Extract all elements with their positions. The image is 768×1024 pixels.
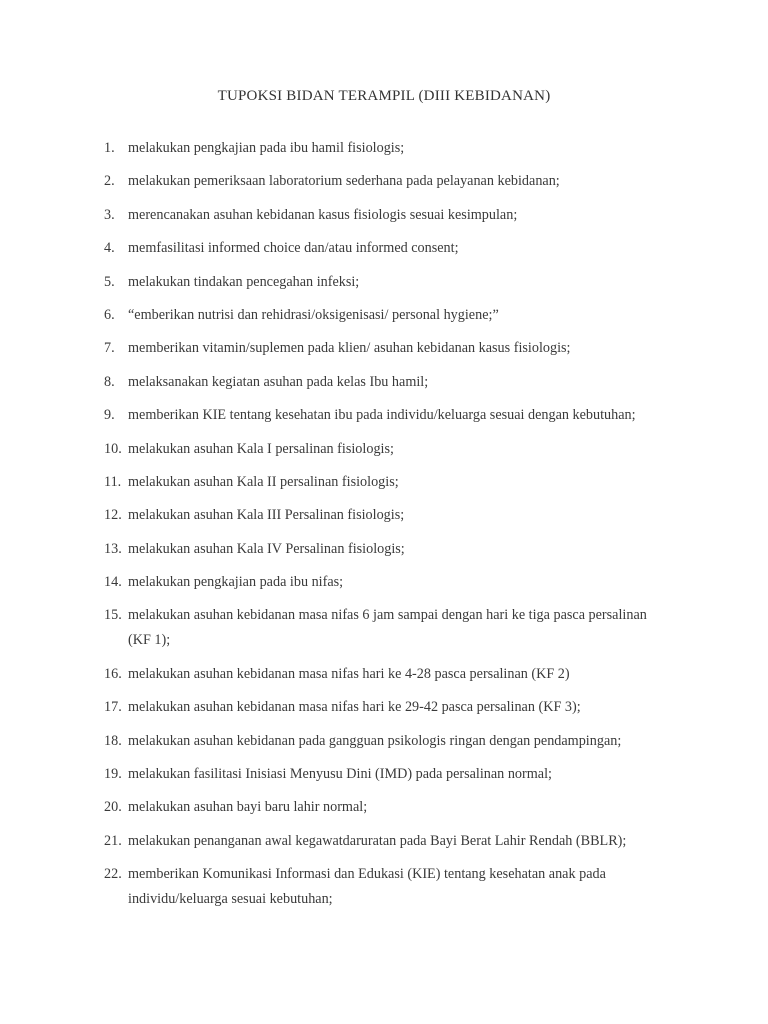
- list-item: [0, 303, 768, 328]
- item-number: 21.: [104, 832, 122, 849]
- item-number: 12.: [104, 507, 122, 524]
- list-item: [0, 762, 768, 787]
- item-number: 8.: [104, 373, 115, 390]
- item-text: melakukan asuhan Kala IV Persalinan fisiologis;: [128, 540, 405, 557]
- list-item: [0, 370, 768, 395]
- list-item: [0, 570, 768, 595]
- item-text: merencanakan asuhan kebidanan kasus fisiologis sesuai kesimpulan;: [128, 206, 518, 223]
- item-text: memfasilitasi informed choice dan/atau informed consent;: [128, 240, 459, 257]
- document-title: TUPOKSI BIDAN TERAMPIL (DIII KEBIDANAN): [217, 88, 551, 104]
- duty-list: [0, 136, 768, 921]
- list-item: [0, 236, 768, 261]
- list-item: [0, 829, 768, 854]
- list-item: [0, 503, 768, 528]
- item-number: 3.: [104, 206, 115, 223]
- item-number: 5.: [104, 273, 115, 290]
- list-item: [0, 270, 768, 295]
- list-item: [0, 862, 768, 912]
- item-number: 10.: [104, 440, 122, 457]
- item-number: 16.: [104, 665, 122, 682]
- list-item: [0, 537, 768, 562]
- item-text: memberikan Komunikasi Informasi dan Edukasi (KIE) tentang kesehatan anak pada individu/keluarga sesuai kebutuhan;: [128, 866, 606, 908]
- item-text: “emberikan nutrisi dan rehidrasi/oksigenisasi/ personal hygiene;”: [128, 306, 499, 323]
- list-item: [0, 136, 768, 161]
- item-number: 9.: [104, 407, 115, 424]
- item-number: 15.: [104, 607, 122, 624]
- item-number: 22.: [104, 866, 122, 883]
- item-text: melaksanakan kegiatan asuhan pada kelas Ibu hamil;: [128, 373, 429, 390]
- list-item: [0, 437, 768, 462]
- item-number: 4.: [104, 240, 115, 257]
- item-text: melakukan asuhan kebidanan masa nifas hari ke 4-28 pasca persalinan (KF 2): [128, 665, 570, 682]
- list-item: [0, 795, 768, 820]
- list-item: [0, 470, 768, 495]
- list-item: [0, 695, 768, 720]
- item-text: melakukan pengkajian pada ibu hamil fisiologis;: [128, 140, 405, 156]
- item-number: 14.: [104, 574, 122, 591]
- item-text: melakukan asuhan kebidanan pada gangguan psikologis ringan dengan pendampingan;: [128, 732, 622, 749]
- item-text: memberikan vitamin/suplemen pada klien/ asuhan kebidanan kasus fisiologis;: [128, 340, 571, 357]
- item-text: melakukan tindakan pencegahan infeksi;: [128, 273, 360, 290]
- item-text: memberikan KIE tentang kesehatan ibu pada individu/keluarga sesuai dengan kebutuhan;: [128, 407, 636, 424]
- item-text: melakukan asuhan Kala III Persalinan fisiologis;: [128, 507, 405, 524]
- item-text: melakukan asuhan Kala II persalinan fisiologis;: [128, 473, 399, 490]
- list-item: [0, 662, 768, 687]
- item-text: melakukan asuhan bayi baru lahir normal;: [128, 799, 368, 816]
- item-number: 6.: [104, 306, 115, 323]
- item-number: 1.: [104, 140, 115, 156]
- item-number: 18.: [104, 732, 122, 749]
- item-number: 20.: [104, 799, 122, 816]
- item-text: melakukan penanganan awal kegawatdaruratan pada Bayi Berat Lahir Rendah (BBLR);: [128, 832, 627, 849]
- item-text: melakukan pengkajian pada ibu nifas;: [128, 574, 344, 591]
- item-number: 11.: [104, 473, 122, 490]
- item-text: melakukan asuhan kebidanan masa nifas 6 jam sampai dengan hari ke tiga pasca persalinan (KF 1);: [128, 607, 647, 649]
- list-item: [0, 203, 768, 228]
- item-text: melakukan asuhan Kala I persalinan fisiologis;: [128, 440, 394, 457]
- item-text: melakukan asuhan kebidanan masa nifas hari ke 29-42 pasca persalinan (KF 3);: [128, 699, 581, 716]
- list-item: [0, 336, 768, 361]
- item-number: 2.: [104, 173, 115, 190]
- list-item: [0, 403, 768, 428]
- list-item: [0, 603, 768, 653]
- list-item: [0, 729, 768, 754]
- item-text: melakukan fasilitasi Inisiasi Menyusu Dini (IMD) pada persalinan normal;: [128, 766, 552, 783]
- item-number: 19.: [104, 766, 122, 783]
- item-number: 7.: [104, 340, 115, 357]
- item-text: melakukan pemeriksaan laboratorium sederhana pada pelayanan kebidanan;: [128, 173, 560, 190]
- item-number: 17.: [104, 699, 122, 716]
- item-number: 13.: [104, 540, 122, 557]
- list-item: [0, 169, 768, 194]
